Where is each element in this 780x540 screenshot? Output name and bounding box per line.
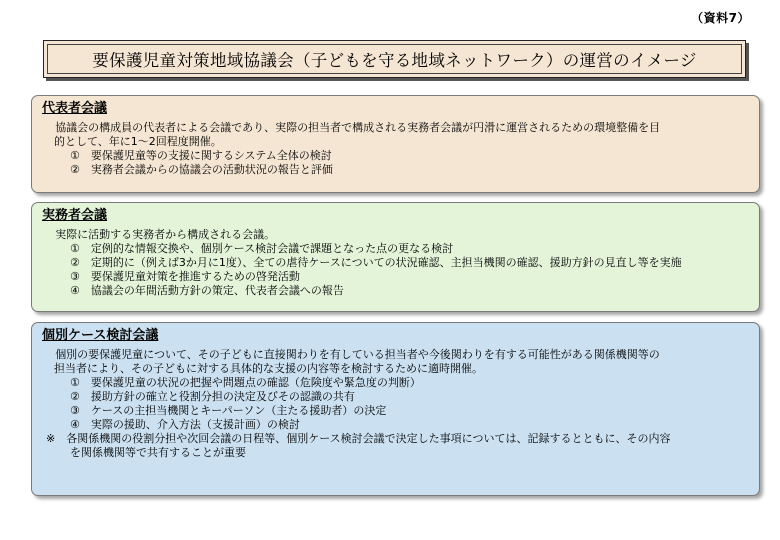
title-box — [43, 40, 746, 78]
case-note-line1: ※ 各関係機関の役割分担や次回会議の日程等、個別ケース検討会議で決定した事項については、記録するとともに、その内容 — [46, 432, 671, 445]
working-item-3: ③ 要保護児童対策を推進するための啓発活動 — [70, 270, 300, 283]
working-description: 実際に活動する実務者から構成される会議。 — [55, 228, 276, 241]
case-item-2: ② 援助方針の確立と役割分担の決定及びその認識の共有 — [70, 390, 355, 403]
case-item-3: ③ ケースの主担当機関とキーパーソン（主たる援助者）の決定 — [70, 404, 387, 417]
working-meeting-panel — [31, 202, 760, 312]
representative-item-2: ② 実務者会議からの協議会の活動状況の報告と評価 — [70, 163, 333, 176]
page-title: 要保護児童対策地域協議会（子どもを守る地域ネットワーク）の運営のイメージ — [92, 51, 697, 70]
working-item-1: ① 定例的な情報交換や、個別ケース検討会議で課題となった点の更なる検討 — [70, 242, 454, 255]
working-item-4: ④ 協議会の年間活動方針の策定、代表者会議への報告 — [70, 284, 344, 297]
case-description-line1: 個別の要保護児童について、その子どもに直接関わりを有している担当者や今後関わりを有する可能性がある関係機関等の — [55, 348, 660, 361]
case-description-line2: 担当者により、その子どもに対する具体的な支援の内容等を検討するために適時開催。 — [54, 362, 483, 375]
representative-description-line2: 的として、年に1～2回程度開催。 — [54, 135, 222, 148]
representative-meeting-heading: 代表者会議 — [42, 101, 108, 116]
representative-item-1: ① 要保護児童等の支援に関するシステム全体の検討 — [70, 149, 332, 162]
working-meeting-heading: 実務者会議 — [42, 208, 108, 223]
representative-meeting-panel — [31, 95, 760, 193]
case-note-line2: を関係機関等で共有することが重要 — [70, 446, 246, 459]
working-item-2: ② 定期的に（例えば3か月に1度）、全ての虐待ケースについての状況確認、主担当機関の確認、援助方針の見直し等を実施 — [70, 256, 682, 269]
document-reference-label: （資料7） — [691, 11, 750, 25]
case-meeting-heading: 個別ケース検討会議 — [42, 328, 159, 343]
case-item-4: ④ 実際の援助、介入方法（支援計画）の検討 — [70, 418, 300, 431]
representative-description-line1: 協議会の構成員の代表者による会議であり、実際の担当者で構成される実務者会議が円滑に運営されるための環境整備を目 — [55, 121, 661, 134]
case-item-1: ① 要保護児童の状況の把握や問題点の確認（危険度や緊急度の判断） — [70, 376, 421, 389]
case-meeting-panel — [31, 322, 760, 496]
